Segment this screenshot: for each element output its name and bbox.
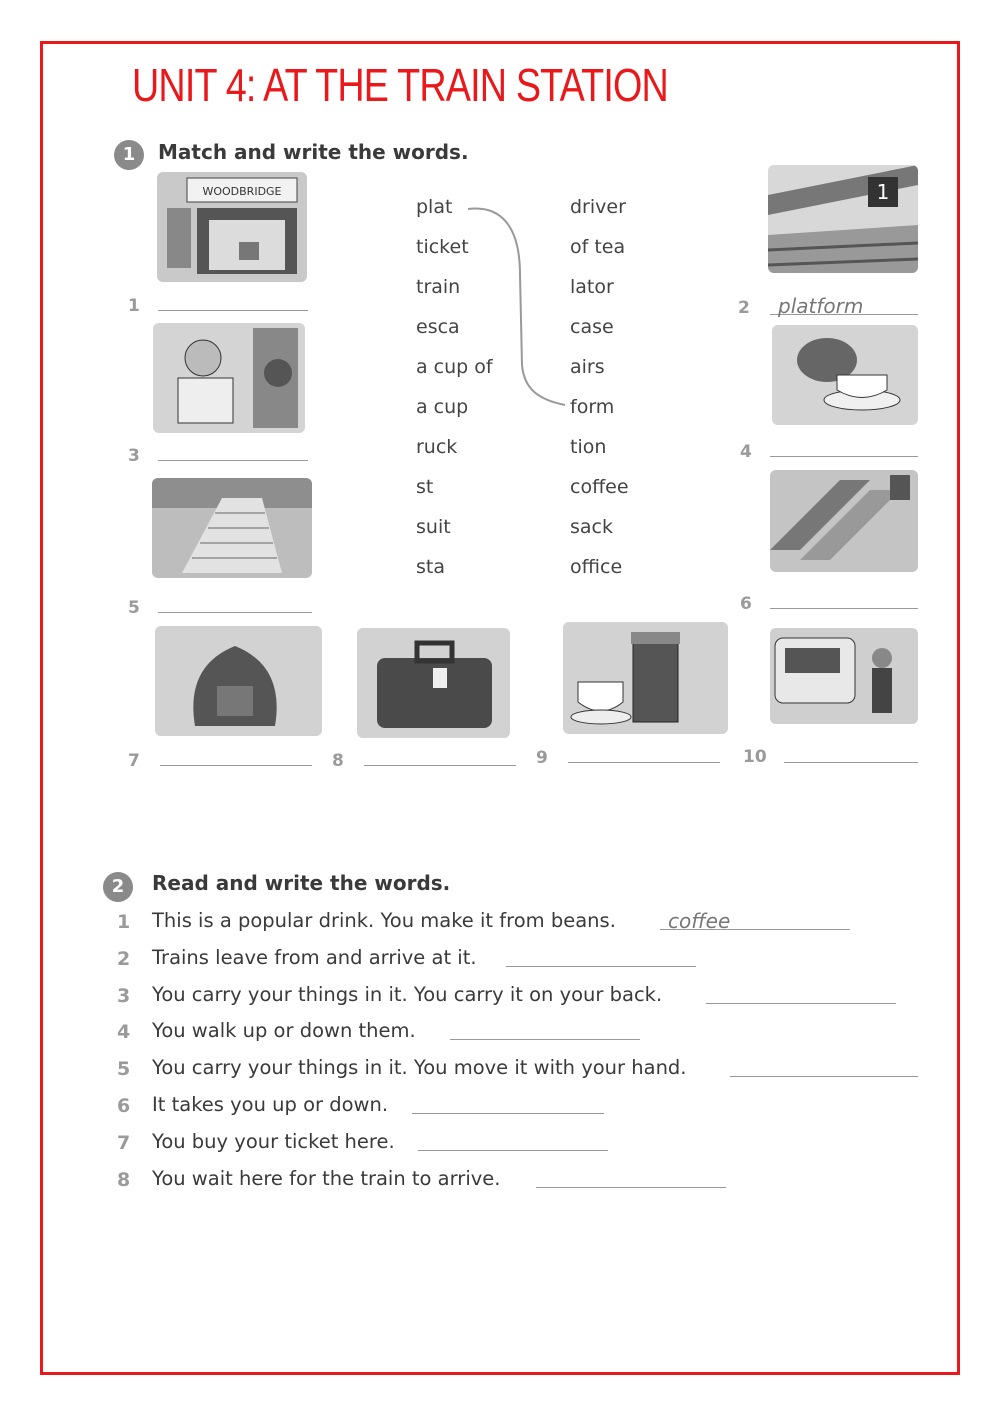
question-answer-line[interactable] [506,966,696,967]
platform-number-sign: 1 [876,180,890,204]
suitcase-picture [357,628,510,738]
answer-text-2: platform [778,294,864,318]
word-part-left[interactable]: plat [416,196,453,218]
woodbridge-sign-text: WOODBRIDGE [202,185,282,198]
question-number: 1 [117,911,131,933]
question-number: 8 [117,1168,131,1191]
word-part-left[interactable]: a cup [416,396,469,418]
question-number: 5 [117,1058,131,1081]
answer-line-3[interactable] [158,460,308,461]
question-text: This is a popular drink. You make it from beans. [152,909,616,932]
item-number: 9 [536,748,548,768]
word-part-right[interactable]: coffee [570,476,629,498]
word-part-left[interactable]: ruck [416,436,458,458]
section-2-heading: Read and write the words. [152,871,451,895]
cup-of-coffee-picture [563,622,728,734]
answer-line-6[interactable] [770,608,918,609]
question-text: You buy your ticket here. [152,1129,395,1153]
question-text: You carry your things in it. You move it with your hand. [152,1056,687,1080]
item-number: 3 [128,446,140,466]
question-answer-line[interactable] [730,1076,918,1077]
item-number: 8 [332,751,344,771]
answer-line-8[interactable] [364,765,516,766]
word-part-right[interactable]: of tea [570,236,626,258]
question-answer-line[interactable] [418,1150,608,1151]
answer-line-7[interactable] [160,765,312,766]
ticket-office-picture [157,172,307,282]
word-part-right[interactable]: form [570,396,615,418]
question-text: Trains leave from and arrive at it. [152,945,477,969]
question-number: 7 [117,1131,131,1154]
word-part-right[interactable]: tion [570,436,607,458]
section-1-heading: Match and write the words. [158,140,469,164]
word-part-left[interactable]: sta [416,556,445,578]
word-part-left[interactable]: ticket [416,236,469,258]
cup-of-tea-picture [772,325,918,425]
question-text: It takes you up or down. [152,1093,389,1116]
word-part-right[interactable]: case [570,316,614,338]
section-2-badge: 2 [103,872,133,902]
section-1-badge: 1 [114,140,144,170]
word-part-left[interactable]: train [416,276,461,298]
question-text: You wait here for the train to arrive. [152,1166,501,1190]
question-number: 2 [117,947,131,970]
example-match-curve [460,195,580,415]
item-number: 4 [740,442,752,462]
question-text: You carry your things in it. You carry it on your back. [152,982,663,1006]
rucksack-picture [155,626,322,736]
item-number: 2 [738,298,750,318]
item-number: 6 [740,594,752,614]
answer-line-1[interactable] [158,310,308,311]
question-number: 4 [117,1021,131,1044]
word-part-right[interactable]: driver [570,196,626,218]
word-part-right[interactable]: sack [570,516,613,538]
question-number: 6 [117,1095,131,1117]
answer-line-4[interactable] [770,456,918,457]
stairs-picture [152,478,312,578]
word-part-left[interactable]: esca [416,316,460,338]
question-answer-line[interactable] [536,1187,726,1188]
word-part-left[interactable]: a cup of [416,356,493,378]
answer-line-9[interactable] [568,762,720,763]
question-answer-text: coffee [668,909,731,933]
word-part-left[interactable]: suit [416,516,451,538]
item-number: 7 [128,751,140,771]
escalator-picture [770,470,918,572]
word-part-right[interactable]: airs [570,356,605,378]
item-number: 1 [128,296,140,316]
question-text: You walk up or down them. [152,1019,416,1043]
word-part-left[interactable]: st [416,476,434,498]
item-number: 10 [743,747,767,767]
question-answer-line[interactable] [706,1003,896,1004]
answer-line-10[interactable] [784,762,918,763]
question-answer-line[interactable] [412,1113,604,1114]
question-answer-line[interactable] [450,1039,640,1040]
answer-line-5[interactable] [158,612,312,613]
page-title: UNIT 4: AT THE TRAIN STATION [132,59,668,111]
platform-picture [768,165,918,273]
word-part-right[interactable]: office [570,556,623,578]
item-number: 5 [128,598,140,618]
train-driver-platform-picture [770,628,918,724]
train-driver-picture [153,323,305,433]
question-number: 3 [117,984,131,1007]
word-part-right[interactable]: lator [570,276,614,298]
